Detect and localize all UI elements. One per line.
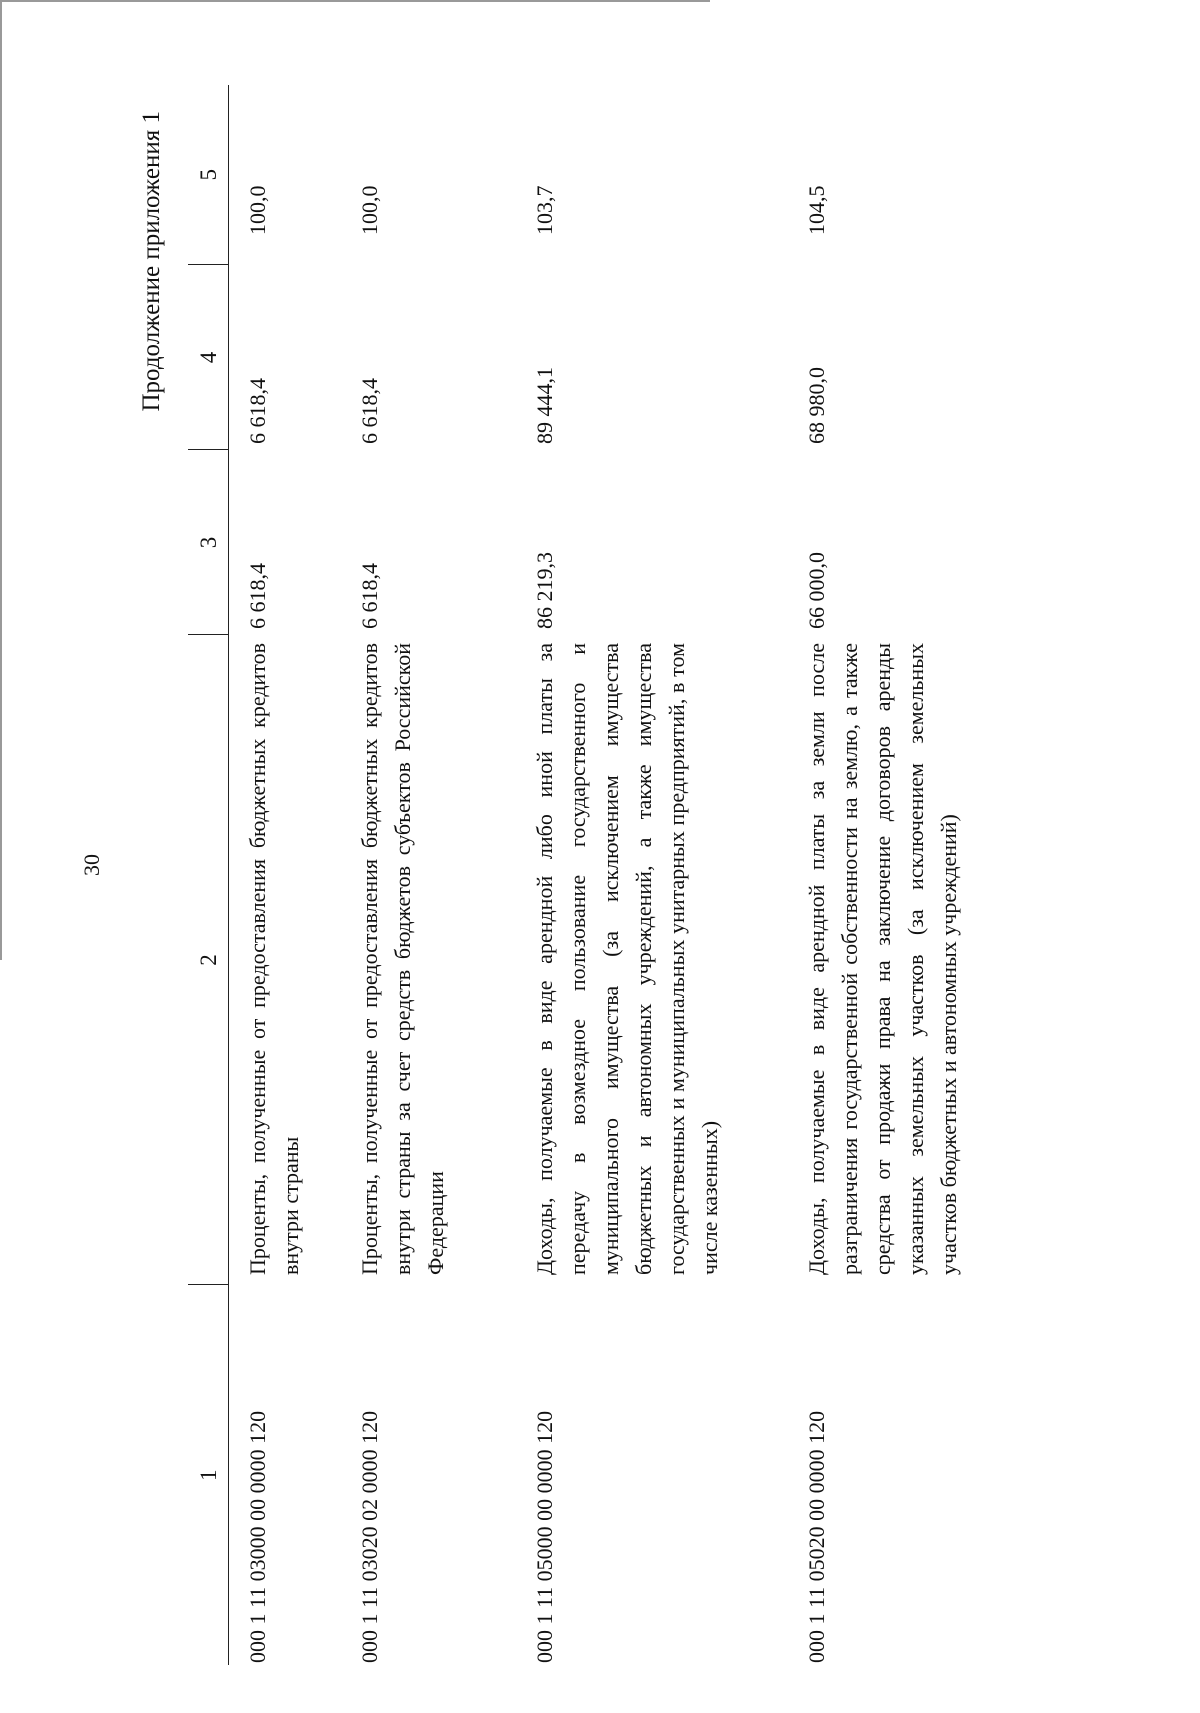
column-4-value: 68 980,0	[804, 367, 829, 444]
table-row	[788, 85, 1020, 1665]
column-3-value: 86 219,3	[532, 552, 557, 629]
column-header-1: 1	[188, 1285, 229, 1665]
column-4-value: 6 618,4	[245, 378, 270, 444]
column-5-value: 103,7	[532, 185, 557, 235]
column-5-value: 104,5	[804, 185, 829, 235]
budget-table	[188, 85, 1020, 1665]
budget-code: 000 1 11 03020 02 0000 120	[357, 1410, 382, 1663]
budget-code: 000 1 11 05020 00 0000 120	[804, 1410, 829, 1663]
column-4-value: 89 444,1	[532, 367, 557, 444]
page-number: 30	[79, 854, 104, 876]
continuation-label: Продолжение приложения 1	[138, 111, 165, 412]
column-header-4: 4	[188, 265, 229, 450]
income-name: Доходы, получаемые в виде арендной платы за земли после разграничения государственной собственности на землю, а также средства от продажи права на заключение договоров аренды указанных земельных участков (за исключением земельных участков бюджетных и автономных учреждений)	[804, 643, 961, 1275]
table-row	[229, 85, 342, 1665]
budget-code: 000 1 11 03000 00 0000 120	[245, 1410, 270, 1663]
income-name: Доходы, получаемые в виде арендной либо иной платы за передачу в возмездное пользование государственного и муниципального имущества (за исключением имущества бюджетных и автономных учреждений, а также имущества государственных и муниципальных унитарных предприятий, в том числе казенных)	[532, 643, 722, 1275]
column-header-2: 2	[188, 635, 229, 1285]
column-3-value: 66 000,0	[804, 552, 829, 629]
budget-code: 000 1 11 05000 00 0000 120	[532, 1410, 557, 1663]
column-5-value: 100,0	[357, 185, 382, 235]
rotated-page-content	[110, 85, 1010, 1665]
column-3-value: 6 618,4	[245, 563, 270, 629]
column-number-row	[188, 85, 229, 1665]
column-5-value: 100,0	[245, 185, 270, 235]
column-3-value: 6 618,4	[357, 563, 382, 629]
scan-edge-mark	[0, 0, 710, 2]
column-header-3: 3	[188, 450, 229, 635]
income-name: Проценты, полученные от предоставления бюджетных кредитов внутри страны за счет средств бюджетов субъектов Российской Федерации	[357, 643, 448, 1275]
column-header-5: 5	[188, 85, 229, 265]
table-row	[516, 85, 788, 1665]
scan-edge-mark	[0, 0, 2, 960]
column-4-value: 6 618,4	[357, 378, 382, 444]
table-row	[341, 85, 516, 1665]
income-name: Проценты, полученные от предоставления бюджетных кредитов внутри страны	[245, 643, 303, 1275]
